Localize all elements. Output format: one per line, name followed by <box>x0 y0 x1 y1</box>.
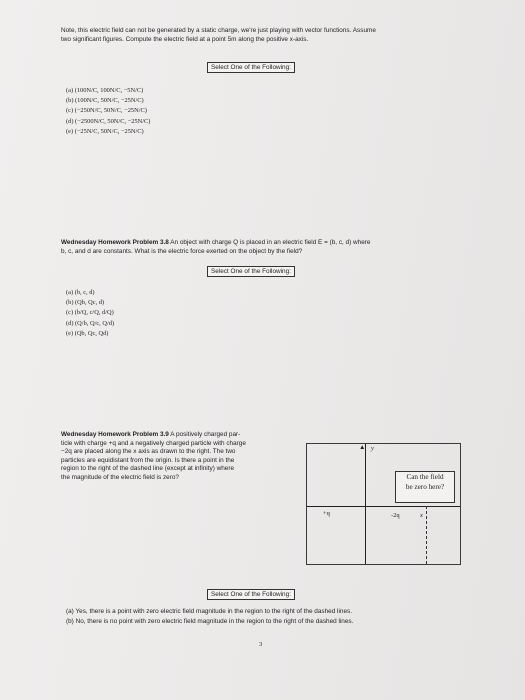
problem3-text-line3: −2q are placed along the x axis as drawn to the right. The two <box>61 448 236 456</box>
problem2-text <box>61 239 370 256</box>
charge-diagram <box>306 443 461 565</box>
problem1-intro-line2: two significant figures. Compute the electric field at a point 5m along the positive x-axis. <box>61 35 309 43</box>
problem3-select-label: Select One of the Following: <box>207 589 295 600</box>
problem3-option-a[interactable]: (a) Yes, there is a point with zero electric field magnitude in the region to the right of the dashed lines. <box>66 608 352 615</box>
problem3-text <box>61 431 301 483</box>
negative-charge-label: -2q <box>391 512 400 519</box>
problem2-option-a[interactable]: (a) (b, c, d) <box>66 289 95 296</box>
dashed-boundary-line <box>426 506 427 564</box>
problem3-text-line2: ticle with charge +q and a negatively charged particle with charge <box>61 439 246 447</box>
problem1-option-b[interactable]: (b) (100N/C, 50N/C, −25N/C) <box>66 97 144 105</box>
problem3-text-line6: the magnitude of the electric field is zero? <box>61 473 179 481</box>
problem1-select-label: Select One of the Following: <box>207 62 295 73</box>
problem1-option-d[interactable]: (d) (−2500N/C, 50N/C, −25N/C) <box>66 117 151 125</box>
problem1-intro <box>61 27 376 44</box>
problem1-option-c[interactable]: (c) (−250N/C, 50N/C, −25N/C) <box>66 107 147 115</box>
problem1-intro-line1: Note, this electric field can not be generated by a static charge, we're just playing with vector functions. Assume <box>61 27 376 34</box>
y-axis-label: y <box>371 445 374 452</box>
problem2-option-d[interactable]: (d) (Q/b, Q/c, Q/d) <box>66 319 115 327</box>
positive-charge-label: +q <box>323 510 330 517</box>
problem3-text-line1: A positively charged par- <box>168 431 241 438</box>
problem2-option-c[interactable]: (c) (b/Q, c/Q, d/Q) <box>66 309 114 317</box>
problem3-options <box>66 607 353 627</box>
problem2-text-line1: An object with charge Q is placed in an electric field E = (b, c, d) where <box>168 239 371 246</box>
problem2-text-line2: b, c, and d are constants. What is the electric force exerted on the object by the field? <box>61 247 303 255</box>
problem3-option-b[interactable]: (b) No, there is no point with zero electric field magnitude in the region to the right of the dashed lines. <box>66 618 354 626</box>
problem2-title: Wednesday Homework Problem 3.8 <box>61 239 169 246</box>
problem2-option-b[interactable]: (b) (Qb, Qc, d) <box>66 299 105 307</box>
problem2-option-e[interactable]: (e) (Qb, Qc, Qd) <box>66 329 109 337</box>
page-number: 3 <box>259 641 263 648</box>
callout-box <box>395 471 455 503</box>
callout-line1: Can the field <box>406 473 444 481</box>
callout-line2: be zero here? <box>405 483 445 491</box>
problem2-options <box>66 288 114 339</box>
problem1-options <box>66 86 150 137</box>
problem1-option-e[interactable]: (e) (−25N/C, 50N/C, −25N/C) <box>66 127 144 135</box>
problem3-text-line4: particles are equidistant from the origin. Is there a point in the <box>61 456 235 464</box>
problem1-option-a[interactable]: (a) (100N/C, 100N/C, −5N/C) <box>66 87 144 94</box>
problem2-select-label: Select One of the Following: <box>207 266 295 277</box>
y-axis-line <box>365 444 366 564</box>
x-axis-label: x <box>420 512 423 519</box>
y-axis-arrow-icon: ▲ <box>359 444 366 451</box>
x-axis-line <box>307 506 460 507</box>
problem3-title: Wednesday Homework Problem 3.9 <box>61 431 169 438</box>
problem3-text-line5: region to the right of the dashed line (except at infinity) where <box>61 465 235 473</box>
